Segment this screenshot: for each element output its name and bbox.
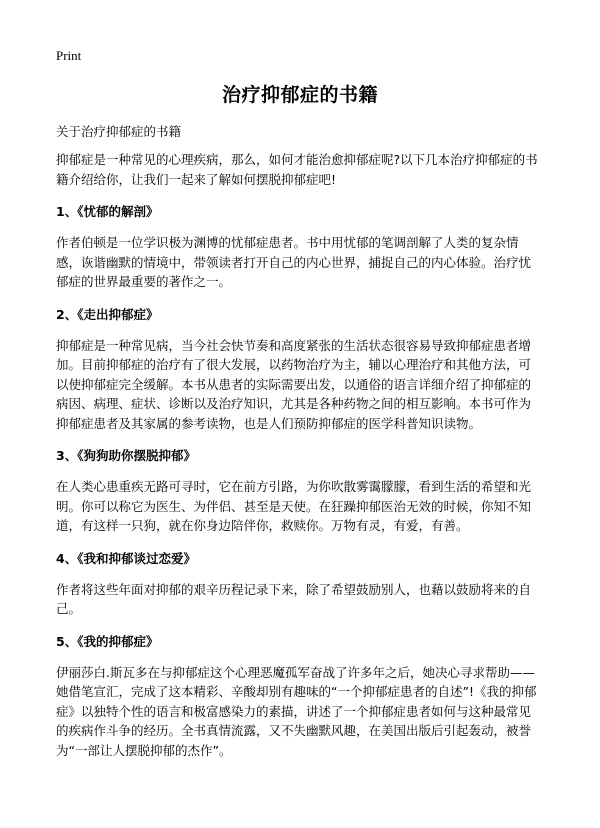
intro-paragraph: 抑郁症是一种常见的心理疾病，那么，如何才能治愈抑郁症呢?以下几本治疗抑郁症的书籍介绍给你，让我们一起来了解如何摆脱抑郁症吧! bbox=[56, 152, 538, 187]
section-3 bbox=[56, 446, 546, 536]
section-body: 作者将这些年面对抑郁的艰辛历程记录下来，除了希望鼓励别人，也藉以鼓励将来的自己。 bbox=[56, 581, 532, 616]
section-heading: 5、《我的抑郁症》 bbox=[56, 633, 159, 649]
section-heading: 2、《走出抑郁症》 bbox=[56, 306, 159, 322]
section-heading: 4、《我和抑郁谈过恋爱》 bbox=[56, 550, 196, 566]
section-heading: 3、《狗狗助你摆脱抑郁》 bbox=[56, 448, 196, 463]
section-body: 作者伯顿是一位学识极为渊博的忧郁症患者。书中用忧郁的笔调剖解了人类的复杂情感，诙谐幽默的情境中，带领读者打开自己的内心世界，捕捉自己的内心体验。治疗忧郁症的世界最重要的著作之一。 bbox=[56, 235, 532, 289]
article-body bbox=[56, 150, 546, 760]
section-1 bbox=[56, 202, 546, 292]
section-body: 在人类心患重疾无路可寻时，它在前方引路，为你吹散雾霭朦朦，看到生活的希望和光明。你可以称它为医生、为伴侣、甚至是天使。在狂躁抑郁医治无效的时候，你知不知道，有这样一只狗，就在你身边陪伴你，救赎你。万物有灵，有爱，有善。 bbox=[56, 479, 532, 533]
page-title: 治疗抑郁症的书籍 bbox=[221, 84, 378, 106]
section-body: 抑郁症是一种常见病，当今社会快节奏和高度紧张的生活状态很容易导致抑郁症患者增加。目前抑郁症的治疗有了很大发展，以药物治疗为主，辅以心理治疗和其他方法，可以使抑郁症完全缓解。本书从患者的实际需要出发，以通俗的语言详细介绍了抑郁症的病因、病理、症状、诊断以及治疗知识，尤其是各种药物之间的相互影响。本书可作为抑郁症患者及其家属的参考读物，也是人们预防抑郁症的医学科普知识读物。 bbox=[56, 337, 532, 431]
section-4 bbox=[56, 549, 546, 619]
print-link[interactable]: Print bbox=[56, 48, 82, 63]
page-subtitle: 关于治疗抑郁症的书籍 bbox=[56, 124, 182, 139]
section-body: 伊丽莎白.斯瓦多在与抑郁症这个心理恶魔孤军奋战了许多年之后，她决心寻求帮助——她借笔宣汇，完成了这本精彩、辛酸却别有趣味的“一个抑郁症患者的自述”!《我的抑郁症》以独特个性的语言和极富感染力的素描，讲述了一个抑郁症患者如何与这种最常见的疾病作斗争的经历。全书真情流露，又不失幽默风趣，在美国出版后引起轰动，被誉为“一部让人摆脱抑郁的杰作”。 bbox=[56, 664, 537, 758]
section-5 bbox=[56, 632, 546, 761]
section-heading: 1、《忧郁的解剖》 bbox=[56, 204, 159, 219]
section-2 bbox=[56, 305, 546, 434]
